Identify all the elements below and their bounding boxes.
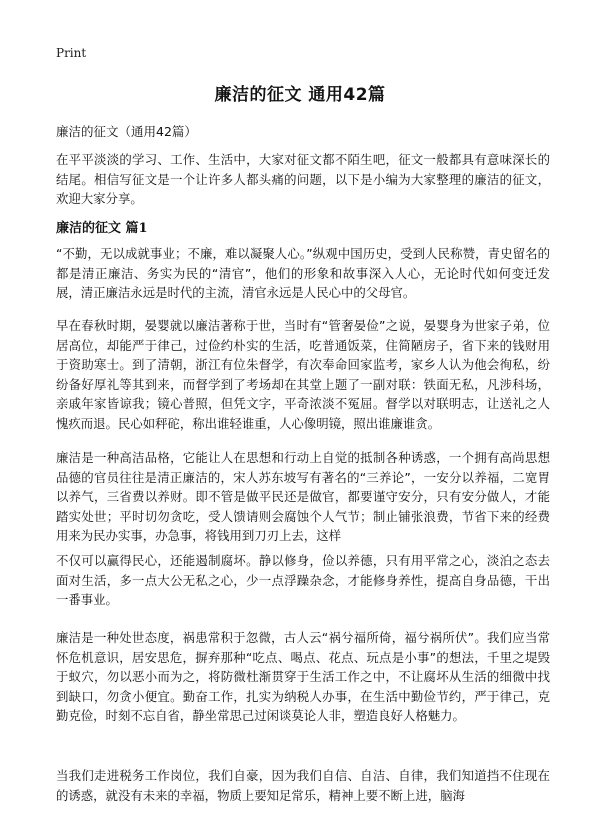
- paragraph-3: 廉洁是一种高洁品格，它能让人在思想和行动上自觉的抵制各种诱惑，一个拥有高尚思想品德的官员往往是清正廉洁的，宋人苏东坡写有著名的“三养论”，一安分以养福，二宽胃以养气，三省费以养财。即不管是做平民还是做官，都要谨守安分，只有安分做人，才能踏实处世；平时切勿贪吃，受人馈请则会腐蚀个人气节；制止铺张浪费，节省下来的经费用来为民办实事，办急事，将钱用到刀刃上去，这样: [56, 450, 550, 544]
- subtitle: 廉洁的征文（通用42篇）: [56, 124, 197, 139]
- print-link[interactable]: Print: [56, 46, 87, 60]
- paragraph-1: “不勤，无以成就事业；不廉，难以凝聚人心。”纵观中国历史，受到人民称赞，青史留名的都是清正廉洁、务实为民的“清官”，他们的形象和故事深入人心，无论时代如何变迁发展，清正廉洁永远是时代的主流，清官永远是人民心中的父母官。: [56, 246, 550, 301]
- section-heading: 廉洁的征文 篇1: [56, 221, 148, 236]
- page-title: 廉洁的征文 通用42篇: [214, 85, 386, 105]
- intro-paragraph: 在平平淡淡的学习、工作、生活中，大家对征文都不陌生吧，征文一般都具有意味深长的结尾。相信写征文是一个让许多人都头痛的问题，以下是小编为大家整理的廉洁的征文，欢迎大家分享。: [56, 152, 550, 207]
- paragraph-6: 当我们走进税务工作岗位，我们自豪，因为我们自信、自洁、自律，我们知道挡不住现在的诱惑，就没有未来的幸福，物质上要知足常乐，精神上要不断上进，脑海: [56, 768, 550, 803]
- paragraph-2: 早在春秋时期，晏婴就以廉洁著称于世，当时有“管奢晏俭”之说，晏婴身为世家子弟，位居高位，却能严于律己，过俭约朴实的生活，吃普通饭菜，住简陋房子，省下来的钱财用于资助寒士。到了清朝，浙江有位朱督学，有次奉命回家监考，家乡人认为他会徇私，纷纷备好厚礼等其到来，而督学到了考场却在其堂上题了一副对联：铁面无私，凡涉科场，亲戚年家皆谅我；镜心普照，但凭文字，平奇浓淡不冤屈。督学以对联明志，让送礼之人愧疚而退。民心如秤砣，称出谁轻谁重，人心像明镜，照出谁廉谁贪。: [56, 318, 550, 431]
- paragraph-5: 廉洁是一种处世态度，祸患常积于忽微，古人云“祸兮福所倚，福兮祸所伏”。我们应当常怀危机意识，居安思危，摒弃那种“吃点、喝点、花点、玩点是小事”的想法，千里之堤毁于蚁穴，勿以恶小而为之，将防微杜渐贯穿于生活工作之中，不让腐坏从生活的细微中找到缺口，勿贪小便宜。勤奋工作，扎实为纳税人办事，在生活中勤俭节约，严于律己，克勤克俭，时刻不忘自省，静坐常思己过闲谈莫论人非，塑造良好人格魅力。: [56, 630, 550, 724]
- paragraph-4: 不仅可以赢得民心，还能遏制腐坏。静以修身，俭以养德，只有用平常之心，淡泊之态去面对生活，多一点大公无私之心，少一点浮躁杂念，才能修身养性，提高自身品德，干出一番事业。: [56, 553, 550, 608]
